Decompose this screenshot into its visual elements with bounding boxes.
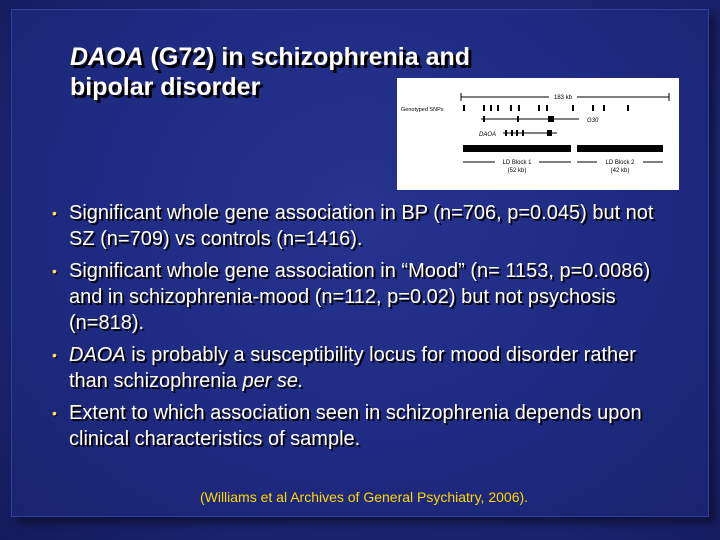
bullet-item — [52, 200, 672, 252]
snp-tick — [538, 105, 540, 111]
ld-block-2-label: LD Block 2 — [605, 160, 635, 166]
snp-tick — [510, 105, 512, 111]
snp-tick — [463, 105, 465, 111]
snp-tick — [518, 105, 520, 111]
bullet-item — [52, 342, 672, 394]
snp-tick — [603, 105, 605, 111]
snp-ticks — [463, 105, 629, 111]
genotyped-snps-label: Genotyped SNPs — [401, 107, 444, 113]
snp-tick — [546, 105, 548, 111]
bullet-dot: • — [52, 263, 57, 279]
g30-label: G30 — [587, 118, 599, 124]
title-line-2: bipolar disorder — [70, 73, 261, 101]
daoa-label: DAOA — [479, 132, 497, 138]
ld-block-2-size: (42 kb) — [610, 168, 630, 174]
bullet-list — [52, 200, 672, 458]
bullet-text: is probably a susceptibility locus for mood disorder rather than schizophrenia — [69, 344, 636, 392]
g30-exon — [483, 116, 485, 122]
daoa-exon — [511, 130, 513, 136]
bullet-text: Significant whole gene association in BP (n=706, p=0.045) but not SZ (n=709) vs controls (n=1416). — [69, 202, 654, 250]
snp-tick — [497, 105, 499, 111]
title-rest: (G72) in schizophrenia and — [143, 43, 471, 71]
ld-block-diagram — [397, 78, 679, 190]
bullet-dot: • — [52, 405, 57, 421]
daoa-exon — [505, 130, 507, 136]
bullet-item — [52, 258, 672, 336]
bullet-italic-tail: per se. — [242, 370, 304, 392]
snp-tick — [490, 105, 492, 111]
ld-block-1-label: LD Block 1 — [502, 160, 532, 166]
snp-tick — [627, 105, 629, 111]
bullet-dot: • — [52, 205, 57, 221]
g30-exon — [517, 116, 519, 122]
daoa-exon — [516, 130, 518, 136]
scale-label: 183 kb — [553, 95, 573, 101]
ld-block-2-bar — [577, 145, 663, 152]
bullet-item — [52, 400, 672, 452]
ld-block-1-bar — [463, 145, 571, 152]
ld-block-1-size: (52 kb) — [507, 168, 527, 174]
snp-tick — [483, 105, 485, 111]
bullet-text: Extent to which association seen in schizophrenia depends upon clinical characteristics of sample. — [69, 402, 642, 450]
snp-tick — [592, 105, 594, 111]
snp-tick — [572, 105, 574, 111]
daoa-exon — [547, 130, 552, 136]
citation: (Williams et al Archives of General Psychiatry, 2006). — [199, 489, 529, 505]
g30-exon — [548, 116, 554, 122]
bullet-text: Significant whole gene association in “Mood” (n= 1153, p=0.0086) and in schizophrenia-mood (n=112, p=0.02) but not psychosis (n=818). — [69, 260, 651, 334]
ld-block-figure — [397, 78, 679, 190]
title-gene-name: DAOA — [70, 43, 144, 71]
bullet-italic-gene: DAOA — [69, 344, 126, 366]
daoa-exon — [522, 130, 524, 136]
bullet-dot: • — [52, 347, 57, 363]
